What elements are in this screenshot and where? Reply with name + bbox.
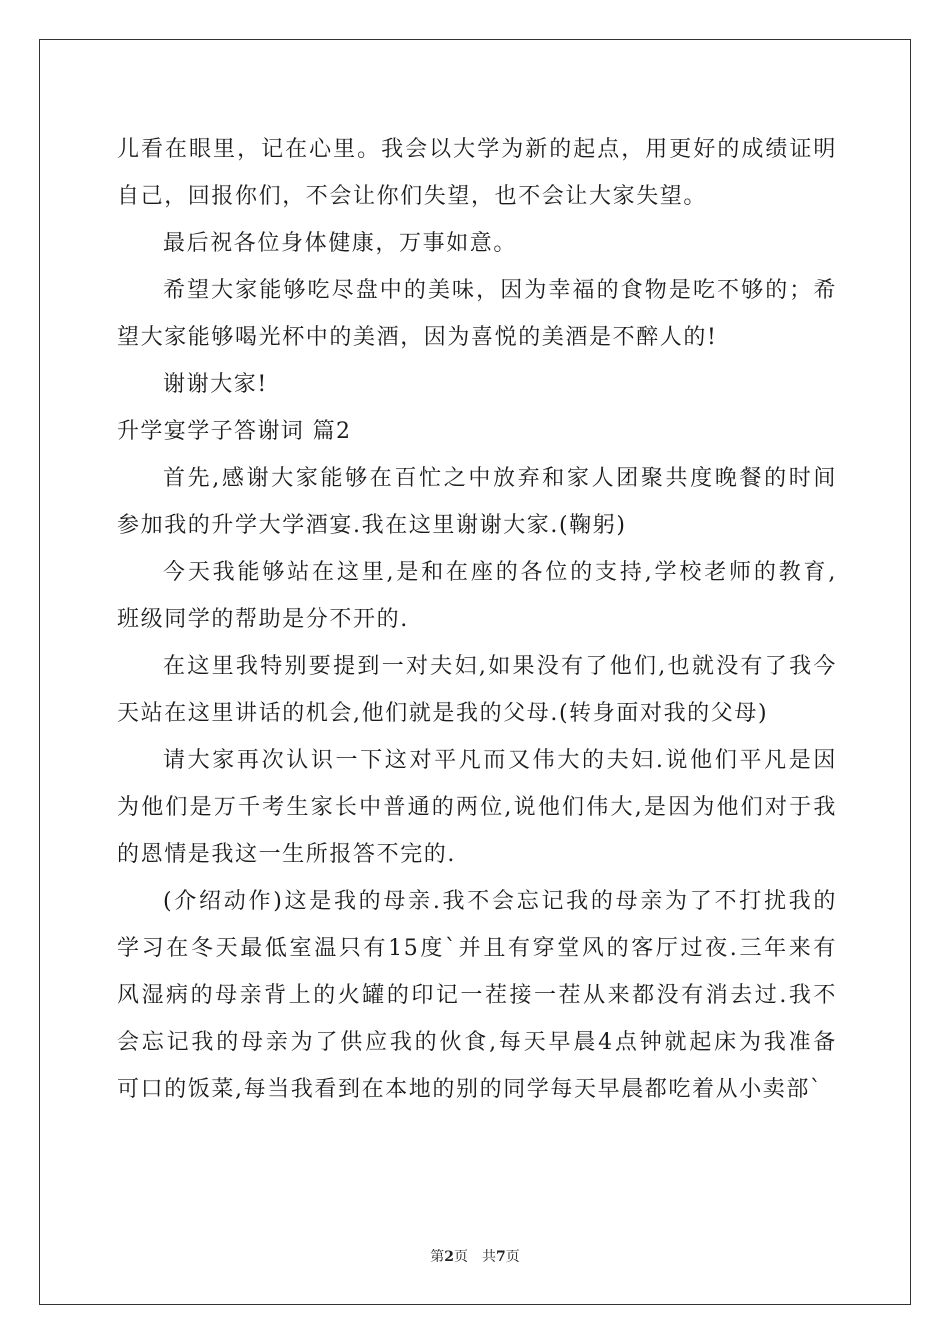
- text-line: 自己，回报你们，不会让你们失望，也不会让大家失望。: [117, 184, 708, 209]
- text-line: 会忘记我的母亲为了供应我的伙食,每天早晨4点钟就起床为我准备: [117, 1030, 837, 1055]
- text-line: 升学宴学子答谢词 篇2: [117, 419, 352, 444]
- text-line: 风湿病的母亲背上的火罐的印记一茬接一茬从来都没有消去过.我不: [117, 983, 837, 1008]
- paragraph: [117, 643, 837, 737]
- page-footer: [0, 1246, 950, 1266]
- text-line: (介绍动作)这是我的母亲.我不会忘记我的母亲为了不打扰我的: [163, 889, 837, 914]
- total-page-number: 7: [496, 1249, 506, 1265]
- text-line: 在这里我特别要提到一对夫妇,如果没有了他们,也就没有了我今: [163, 654, 837, 679]
- current-page-number: 2: [444, 1249, 454, 1265]
- text-line: 参加我的升学大学酒宴.我在这里谢谢大家.(鞠躬): [117, 513, 627, 538]
- paragraph: [117, 220, 837, 267]
- text-line: 谢谢大家!: [163, 372, 268, 397]
- text-line: 儿看在眼里，记在心里。我会以大学为新的起点，用更好的成绩证明: [117, 137, 837, 162]
- text-line: 班级同学的帮助是分不开的.: [117, 607, 409, 632]
- footer-post: 页: [505, 1249, 520, 1265]
- footer-mid: 页 共: [454, 1249, 496, 1265]
- section-heading: [117, 408, 837, 455]
- text-line: 的恩情是我这一生所报答不完的.: [117, 842, 456, 867]
- text-line: 望大家能够喝光杯中的美酒，因为喜悦的美酒是不醉人的!: [117, 325, 718, 350]
- footer-pre: 第: [430, 1249, 445, 1265]
- text-line: 学习在冬天最低室温只有15度`并且有穿堂风的客厅过夜.三年来有: [117, 936, 837, 961]
- text-line: 今天我能够站在这里,是和在座的各位的支持,学校老师的教育,: [163, 560, 837, 585]
- text-line: 可口的饭菜,每当我看到在本地的别的同学每天早晨都吃着从小卖部`: [117, 1077, 823, 1102]
- paragraph: [117, 878, 837, 1113]
- paragraph: [117, 549, 837, 643]
- paragraph: [117, 455, 837, 549]
- document-body: [117, 126, 837, 1113]
- text-line: 首先,感谢大家能够在百忙之中放弃和家人团聚共度晚餐的时间: [163, 466, 837, 491]
- paragraph: [117, 361, 837, 408]
- paragraph: [117, 737, 837, 878]
- paragraph: [117, 267, 837, 361]
- paragraph: [117, 126, 837, 220]
- text-line: 为他们是万千考生家长中普通的两位,说他们伟大,是因为他们对于我: [117, 795, 837, 820]
- text-line: 天站在这里讲话的机会,他们就是我的父母.(转身面对我的父母): [117, 701, 769, 726]
- text-line: 请大家再次认识一下这对平凡而又伟大的夫妇.说他们平凡是因: [163, 748, 837, 773]
- text-line: 希望大家能够吃尽盘中的美味，因为幸福的食物是吃不够的；希: [163, 278, 837, 303]
- text-line: 最后祝各位身体健康，万事如意。: [163, 231, 518, 256]
